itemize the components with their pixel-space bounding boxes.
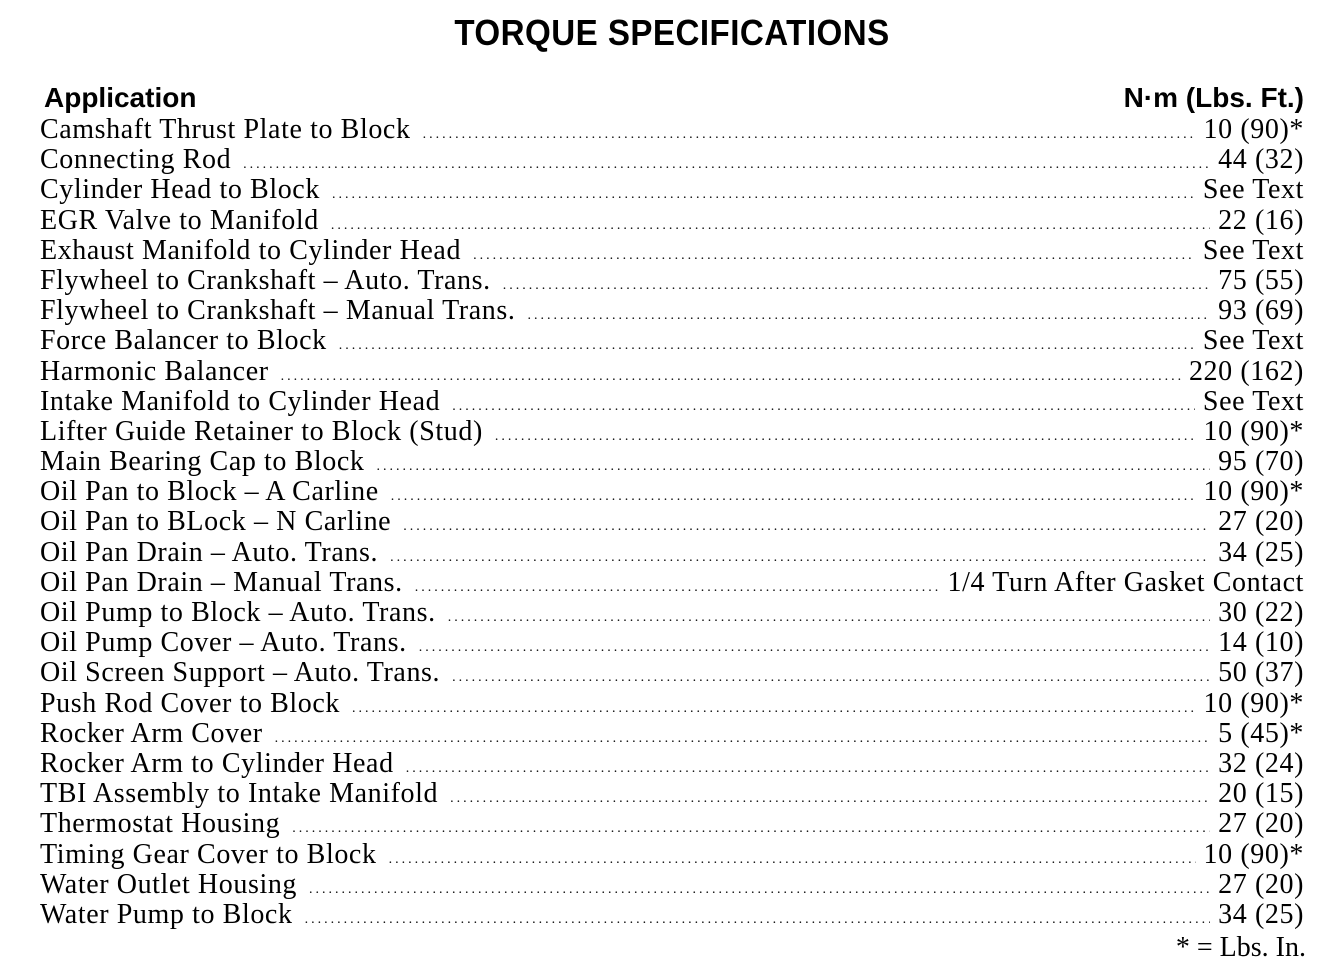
dot-leader [452, 392, 1195, 417]
dot-leader [352, 694, 1196, 719]
row-value: 27 (20) [1218, 507, 1304, 538]
table-row [40, 779, 1304, 809]
row-value: 5 (45)* [1218, 718, 1304, 749]
row-value: 1/4 Turn After Gasket Contact [947, 567, 1304, 598]
table-row [40, 598, 1304, 628]
row-value: See Text [1202, 326, 1304, 357]
row-value: 34 (25) [1218, 899, 1304, 930]
dot-leader [473, 241, 1195, 266]
row-application: Water Pump to Block [40, 899, 293, 930]
row-value: 14 (10) [1218, 628, 1304, 659]
table-row [40, 206, 1304, 236]
dot-leader [391, 482, 1196, 507]
row-application: EGR Valve to Manifold [40, 205, 319, 236]
table-header [44, 82, 1304, 116]
dot-leader [450, 784, 1210, 809]
row-value: 27 (20) [1218, 809, 1304, 840]
dot-leader [292, 814, 1210, 839]
row-value: 93 (69) [1218, 296, 1304, 327]
table-row [40, 870, 1304, 900]
row-value: 75 (55) [1218, 265, 1304, 296]
row-application: Harmonic Balancer [40, 356, 269, 387]
table-row [40, 900, 1304, 930]
table-row [40, 538, 1304, 568]
table-row [40, 115, 1304, 145]
row-value: 10 (90)* [1203, 115, 1304, 145]
units-column-header: N·m (Lbs. Ft.) [1123, 82, 1304, 113]
table-row [40, 689, 1304, 719]
dot-leader [281, 362, 1181, 387]
dot-leader [339, 331, 1195, 356]
dot-leader [527, 301, 1210, 326]
row-application: Oil Pan Drain – Manual Trans. [40, 567, 403, 598]
row-value: See Text [1202, 386, 1304, 417]
row-application: Connecting Rod [40, 145, 232, 176]
row-application: Flywheel to Crankshaft – Manual Trans. [40, 296, 516, 327]
table-row [40, 658, 1304, 688]
dot-leader [275, 724, 1210, 749]
table-row [40, 266, 1304, 296]
dot-leader [390, 543, 1210, 568]
table-row [40, 236, 1304, 266]
dot-leader [309, 875, 1210, 900]
dot-leader [415, 573, 940, 598]
row-application: Oil Pan Drain – Auto. Trans. [40, 537, 379, 568]
row-value: 27 (20) [1218, 869, 1304, 900]
table-row [40, 719, 1304, 749]
table-row [40, 175, 1304, 205]
dot-leader [389, 845, 1196, 870]
table-row [40, 568, 1304, 598]
row-application: Rocker Arm Cover [40, 718, 263, 749]
application-column-header: Application [44, 82, 197, 113]
table-row [40, 477, 1304, 507]
table-row [40, 326, 1304, 356]
row-value: 22 (16) [1218, 205, 1304, 236]
row-value: 50 (37) [1218, 658, 1304, 689]
row-application: Thermostat Housing [40, 809, 281, 840]
row-application: Rocker Arm to Cylinder Head [40, 748, 394, 779]
row-application: Main Bearing Cap to Block [40, 447, 365, 478]
row-application: Lifter Guide Retainer to Block (Stud) [40, 416, 483, 447]
row-value: See Text [1202, 175, 1304, 206]
table-row [40, 749, 1304, 779]
dot-leader [377, 452, 1211, 477]
dot-leader [448, 603, 1210, 628]
table-row [40, 145, 1304, 175]
dot-leader [419, 633, 1210, 658]
dot-leader [243, 150, 1210, 175]
table-row [40, 296, 1304, 326]
dot-leader [503, 271, 1210, 296]
table-row [40, 417, 1304, 447]
dot-leader [403, 512, 1210, 537]
row-value: 10 (90)* [1203, 688, 1304, 719]
row-application: Push Rod Cover to Block [40, 688, 341, 719]
row-application: Intake Manifold to Cylinder Head [40, 386, 441, 417]
dot-leader [452, 663, 1210, 688]
table-row [40, 628, 1304, 658]
row-value: 20 (15) [1218, 779, 1304, 810]
row-value: 10 (90)* [1203, 477, 1304, 508]
table-row [40, 507, 1304, 537]
table-row [40, 387, 1304, 417]
row-application: Camshaft Thrust Plate to Block [40, 115, 411, 145]
row-application: Flywheel to Crankshaft – Auto. Trans. [40, 265, 491, 296]
table-row [40, 447, 1304, 477]
row-application: TBI Assembly to Intake Manifold [40, 779, 439, 810]
row-application: Force Balancer to Block [40, 326, 327, 357]
dot-leader [332, 180, 1195, 205]
row-application: Water Outlet Housing [40, 869, 298, 900]
footnote: * = Lbs. In. [1175, 932, 1306, 963]
row-value: 95 (70) [1218, 447, 1304, 478]
dot-leader [495, 422, 1196, 447]
spec-table [40, 115, 1304, 930]
dot-leader [406, 754, 1210, 779]
row-application: Oil Screen Support – Auto. Trans. [40, 658, 441, 689]
dot-leader [423, 120, 1196, 145]
dot-leader [305, 905, 1211, 930]
row-application: Oil Pan to Block – A Carline [40, 477, 379, 508]
row-value: See Text [1202, 235, 1304, 266]
row-value: 32 (24) [1218, 748, 1304, 779]
page-title: TORQUE SPECIFICATIONS [454, 12, 890, 53]
row-application: Oil Pan to BLock – N Carline [40, 507, 392, 538]
row-value: 10 (90)* [1203, 416, 1304, 447]
row-value: 10 (90)* [1203, 839, 1304, 870]
row-value: 220 (162) [1188, 356, 1304, 387]
table-row [40, 357, 1304, 387]
table-row [40, 809, 1304, 839]
row-value: 34 (25) [1218, 537, 1304, 568]
table-row [40, 840, 1304, 870]
row-application: Timing Gear Cover to Block [40, 839, 377, 870]
row-application: Oil Pump Cover – Auto. Trans. [40, 628, 407, 659]
row-application: Oil Pump to Block – Auto. Trans. [40, 598, 436, 628]
row-application: Cylinder Head to Block [40, 175, 320, 206]
dot-leader [331, 211, 1210, 236]
row-value: 30 (22) [1218, 598, 1304, 628]
row-application: Exhaust Manifold to Cylinder Head [40, 235, 462, 266]
row-value: 44 (32) [1218, 145, 1304, 176]
